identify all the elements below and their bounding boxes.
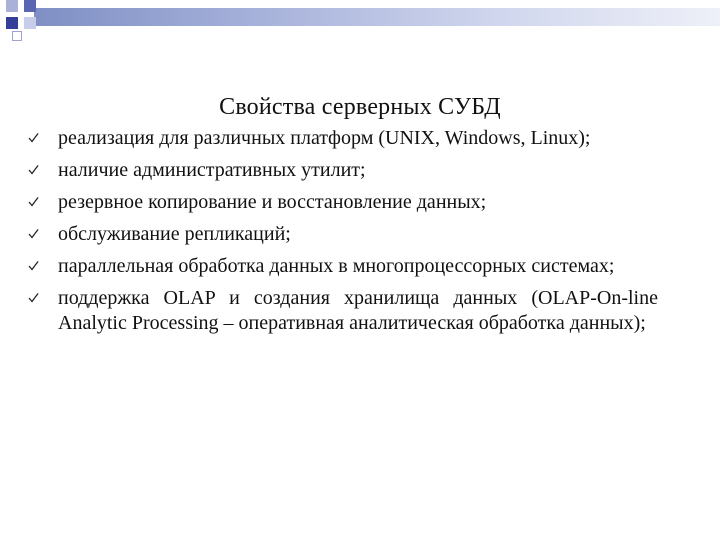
checkmark-icon	[28, 196, 39, 207]
list-item	[28, 286, 658, 336]
checkmark-icon	[28, 132, 39, 143]
list-item	[28, 158, 658, 183]
checkmark-icon	[28, 292, 39, 303]
list-item-text: поддержка OLAP и создания хранилища данных (OLAP-On-line Analytic Processing – оперативная аналитическая обработка данных);	[58, 287, 658, 334]
list-item	[28, 190, 658, 215]
checkmark-icon	[28, 260, 39, 271]
list-item	[28, 222, 658, 247]
properties-list	[28, 126, 658, 343]
list-item	[28, 126, 658, 151]
list-item	[28, 254, 658, 279]
list-item-text: параллельная обработка данных в многопроцессорных системах;	[58, 255, 615, 277]
decor-square	[24, 17, 36, 29]
decor-square	[6, 0, 18, 12]
decor-square	[12, 31, 22, 41]
decor-square	[24, 0, 36, 12]
list-item-text: наличие административных утилит;	[58, 159, 366, 181]
list-item-text: резервное копирование и восстановление данных;	[58, 191, 487, 213]
header-gradient-strip	[34, 8, 720, 26]
checkmark-icon	[28, 228, 39, 239]
checkmark-icon	[28, 164, 39, 175]
slide-title: Свойства серверных СУБД	[219, 94, 501, 121]
list-item-text: реализация для различных платформ (UNIX, Windows, Linux);	[58, 127, 591, 149]
list-item-text: обслуживание репликаций;	[58, 223, 291, 245]
decor-square	[6, 17, 18, 29]
header-decoration	[0, 0, 720, 44]
